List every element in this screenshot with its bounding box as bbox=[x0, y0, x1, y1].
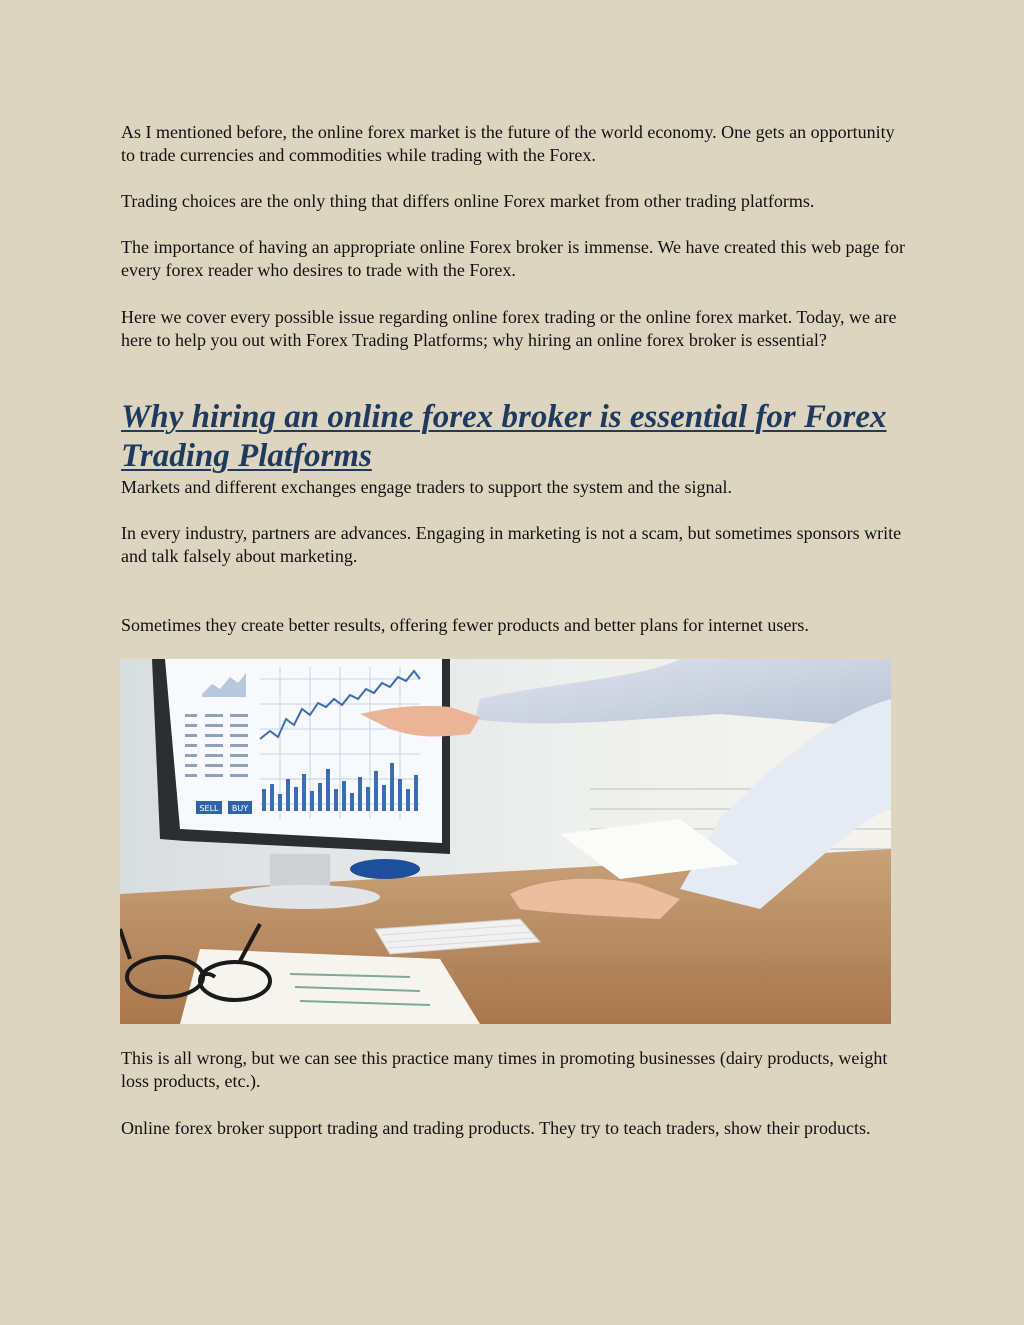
paragraph-partners: In every industry, partners are advances. Engaging in marketing is not a scam, but sometimes sponsors write and talk falsely about marketing. bbox=[121, 523, 902, 566]
paragraph-practice: This is all wrong, but we can see this practice many times in promoting businesses (dairy products, weight loss products, etc.). bbox=[121, 1048, 888, 1091]
paragraph-intro: As I mentioned before, the online forex market is the future of the world economy. One gets an opportunity to trade currencies and commodities while trading with the Forex. bbox=[121, 122, 895, 165]
sell-button-on-screen bbox=[196, 801, 222, 814]
paragraph-markets: Markets and different exchanges engage traders to support the system and the signal. bbox=[121, 477, 732, 497]
section-heading: Why hiring an online forex broker is essential for Forex Trading Platforms bbox=[121, 399, 887, 474]
paragraph-broker-support: Online forex broker support trading and trading products. They try to teach traders, show their products. bbox=[121, 1118, 871, 1138]
trading-photo bbox=[120, 659, 891, 1024]
sell-label: SELL bbox=[199, 804, 219, 813]
paragraph-better-results: Sometimes they create better results, offering fewer products and better plans for internet users. bbox=[121, 615, 809, 635]
paragraph-broker-importance: The importance of having an appropriate online Forex broker is immense. We have created this web page for every forex reader who desires to trade with the Forex. bbox=[121, 237, 905, 280]
paragraph-coverage: Here we cover every possible issue regarding online forex trading or the online forex market. Today, we are here to help you out with Forex Trading Platforms; why hiring an online forex broker is essential? bbox=[121, 307, 897, 350]
paragraph-trading-choices: Trading choices are the only thing that differs online Forex market from other trading platforms. bbox=[121, 191, 815, 211]
buy-button-on-screen bbox=[228, 801, 252, 814]
buy-label: BUY bbox=[231, 804, 249, 813]
